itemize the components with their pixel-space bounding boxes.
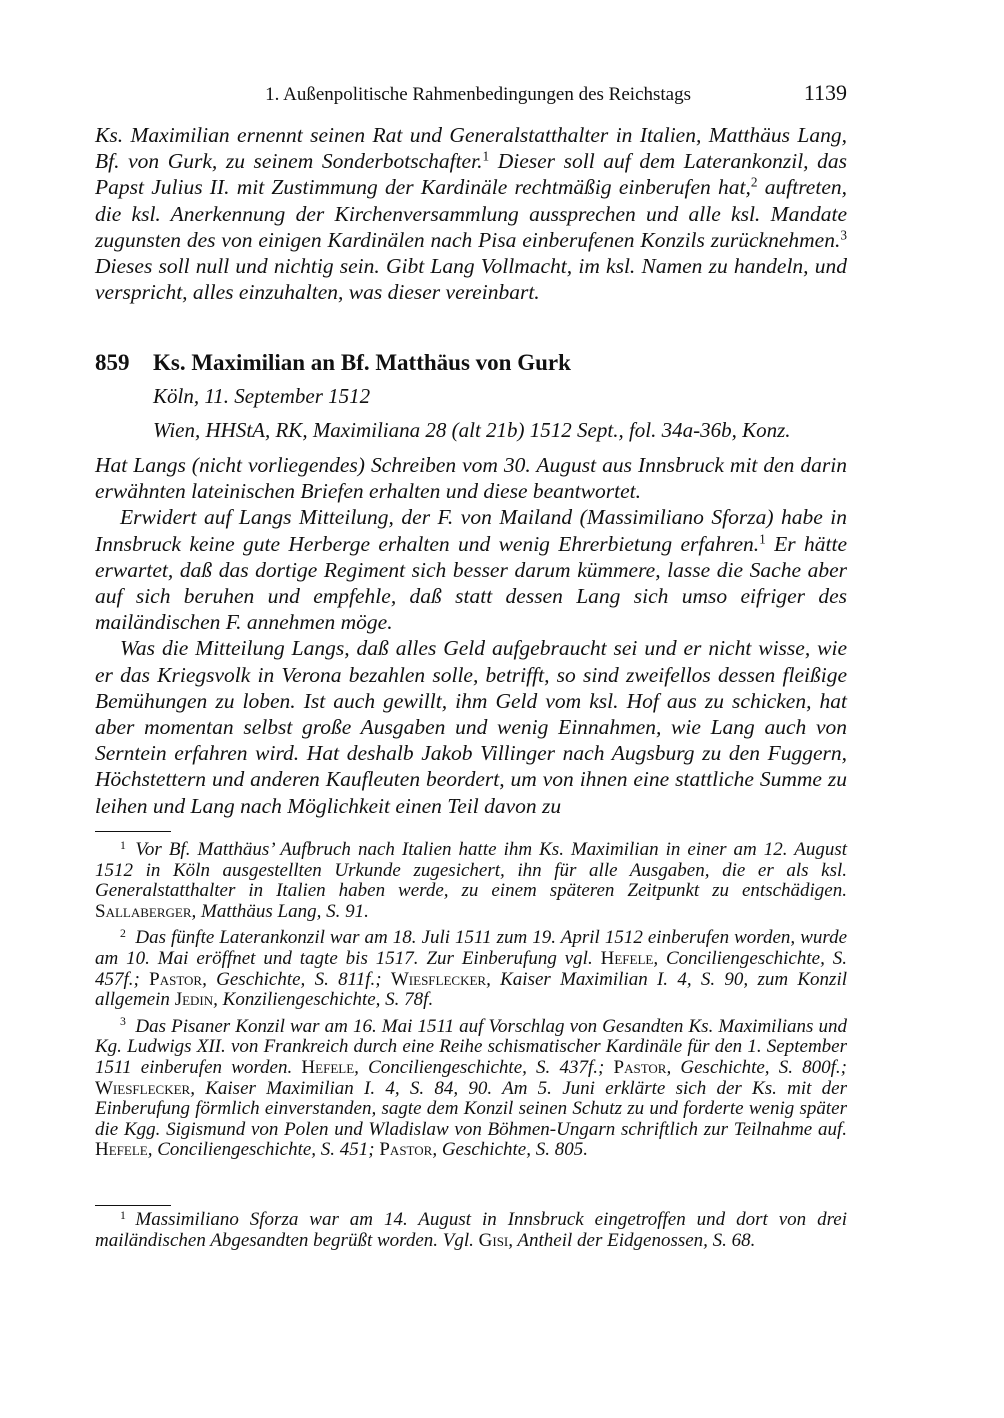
footnote-text: , Kaiser Maximilian I. 4, S. 90, zum Konzil allgemein <box>95 968 847 1011</box>
footnotes-numbered <box>95 840 847 1167</box>
author-name: Pastor <box>379 1139 433 1161</box>
footnote-text: Vor Bf. Matthäus’ Aufbruch nach Italien hatte ihm Ks. Maximilian in einer am 12. August 1512 in Köln ausgestellten Urkunde zugesichert, ihn für alle Ausgaben, die er als ksl. Generalstatthalter in Italien haben werde, zu einem späteren Zeitpunkt zu entschädigen. <box>95 839 847 902</box>
regest-main <box>95 452 847 819</box>
footnote-text: Das Pisaner Konzil war am 16. Mai 1511 auf Vorschlag von Gesandten Ks. Maximilians und Kg. Ludwigs XII. von Frankreich durch eine Reihe schismatischer Kardinäle für den 1. September 1511 einberufen worden. <box>95 1015 847 1078</box>
footnote-text: , Kaiser Maximilian I. 4, S. 84, 90. Am 5. Juni erklärte sich der Ks. mit der Einberufung förmlich einverstanden, sagte dem Konzil seinen Schutz zu und forderte wenig später die Kgg. Sigismund von Polen und Wladislaw von Böhmen-Ungarn schriftlich zur Teilnahme auf. <box>95 1077 847 1140</box>
footnote-text: Das fünfte Laterankonzil war am 18. Juli 1511 zum 19. April 1512 einberufen worden, wurde am 10. Mai eröffnet und tagte bis 1517. Zur Einberufung vgl. <box>95 927 847 969</box>
author-name: Wiesflecker <box>95 1077 191 1099</box>
regest-text: Erwidert auf Langs Mitteilung, der F. von Mailand (Massimiliano Sforza) habe in Innsbruck keine gute Herberge erhalten und wenig Ehrerbietung erfahren. <box>95 505 847 556</box>
document-source: Wien, HHStA, RK, Maximiliana 28 (alt 21b) 1512 Sept., fol. 34a-36b, Konz. <box>153 418 791 442</box>
footnote-ref: 3 <box>840 227 847 243</box>
regest-paragraph <box>95 504 847 635</box>
footnote: $^3$ Das Pisaner Konzil war am 16. Mai 1511 auf Vorschlag von Gesandten Ks. Maximilians und Kg. Ludwigs XII. von Frankreich durch eine Reihe schismatischer Kardinäle für den 1. September 1511 einberufen worden. Hefele, Conciliengeschichte, S. 437f.; Pastor, Geschichte, S. 800f.; Wiesflecker, Kaiser Maximilian I. 4, S. 84, 90. Am 5. Juni erklärte sich der Ks. mit der Einberufung förmlich einverstanden, sagte dem Konzil seinen Schutz zu und forderte wenig später die Kgg. Sigismund von Polen und Wladislaw von Böhmen-Ungarn schriftlich zur Teilnahme auf. Hefele, Conciliengeschichte, S. 451; Pastor, Geschichte, S. 805. <box>95 1015 848 1161</box>
footnote-text: , Geschichte, S. 800f.; <box>666 1056 848 1078</box>
footnote-text: , Geschichte, S. 811f.; <box>202 968 391 990</box>
page-number: 1139 <box>803 80 847 105</box>
regest-text: Er hätte erwartet, daß das dortige Regiment sich besser darum kümmere, lasse die Sache aber auf sich beruhen und empfehle, daß statt dessen Lang sich umso eifriger des mailändischen F. annehmen möge. <box>95 531 847 635</box>
footnote-text: , Conciliengeschichte, S. 437f.; <box>354 1056 614 1078</box>
author-name: Gisi <box>478 1229 509 1251</box>
author-name: Hefele <box>600 947 654 969</box>
footnote-text: , Conciliengeschichte, S. 451; <box>147 1139 380 1161</box>
running-head-title: 1. Außenpolitische Rahmenbedingungen des Reichstags <box>265 84 691 105</box>
regest-paragraph: Was die Mitteilung Langs, daß alles Geld aufgebraucht sei und er nicht wisse, wie er das Kriegsvolk in Verona bezahlen solle, betrifft, so sind zweifellos dessen fleißige Bemühungen zu loben. Ist auch gewillt, ihm Geld vom ksl. Hof aus zu schicken, hat aber momentan selbst große Ausgaben und wenig Einnahmen, wie Lang auch von Serntein erfahren wird. Hat deshalb Jakob Villinger nach Augsburg zu den Fuggern, Höchstettern und anderen Kaufleuten beordert, um von ihnen eine stattliche Summe zu leihen und Lang nach Möglichkeit einen Teil davon zu <box>95 636 847 818</box>
document-title: Ks. Maximilian an Bf. Matthäus von Gurk <box>153 350 571 375</box>
footnote: $^1$ Vor Bf. Matthäus’ Aufbruch nach Italien hatte ihm Ks. Maximilian in einer am 12. August 1512 in Köln ausgestellten Urkunde zugesichert, ihn für alle Ausgaben, die er als ksl. Generalstatthalter in Italien haben werde, zu einem späteren Zeitpunkt zu entschädigen. Sallaberger, Matthäus Lang, S. 91. <box>95 838 847 922</box>
regest-text: Dieses soll null und nichtig sein. Gibt Lang Vollmacht, im ksl. Namen zu handeln, und verspricht, alles einzuhalten, was dieser vereinbart. <box>95 254 847 305</box>
regest-text: auftreten, die ksl. Anerkennung der Kirchenversammlung aussprechen und alle ksl. Mandate zugunsten des von einigen Kardinälen nach Pisa einberufenen Konzils zurücknehmen. <box>95 175 847 252</box>
footnote-text: , Antheil der Eidgenossen, S. 68. <box>508 1229 756 1251</box>
footnote: $^2$ Das fünfte Laterankonzil war am 18. Juli 1511 zum 19. April 1512 einberufen worden, wurde am 10. Mai eröffnet und tagte bis 1517. Zur Einberufung vgl. Hefele, Conciliengeschichte, S. 457f.; Pastor, Geschichte, S. 811f.; Wiesflecker, Kaiser Maximilian I. 4, S. 90, zum Konzil allgemein Jedin, Konziliengeschichte, S. 78f. <box>95 926 847 1011</box>
footnotes-text <box>95 1210 847 1257</box>
document-place-date: Köln, 11. September 1512 <box>153 384 371 408</box>
footnote-text: , Conciliengeschichte, S. 457f.; <box>95 947 847 990</box>
author-name: Pastor <box>613 1056 667 1078</box>
author-name: Sallaberger <box>95 900 192 922</box>
document-number: 859 <box>95 350 130 375</box>
footnote-text: , Konziliengeschichte, S. 78f. <box>213 989 434 1011</box>
regest-text: Dieser soll auf dem Laterankonzil, das Papst Julius II. mit Zustimmung der Kardinäle rechtmäßig einberufen hat, <box>95 149 847 200</box>
author-name: Pastor <box>149 968 203 990</box>
regest-paragraph: Hat Langs (nicht vorliegendes) Schreiben vom 30. August aus Innsbruck mit den darin erwähnten lateinischen Briefen erhalten und diese beantwortet. <box>95 453 847 504</box>
footnote-ref: 1 <box>759 531 766 547</box>
footnote-text: , Matthäus Lang, S. 91. <box>191 900 369 922</box>
author-name: Jedin <box>174 989 214 1011</box>
author-name: Hefele <box>301 1056 355 1078</box>
footnote-ref: 2 <box>750 175 758 191</box>
footnote-divider <box>95 1205 171 1206</box>
author-name: Wiesflecker <box>390 968 487 990</box>
footnote-divider <box>95 831 171 832</box>
regest-text: Ks. Maximilian ernennt seinen Rat und Generalstatthalter in Italien, Matthäus Lang, Bf. von Gurk, zu seinem Sonderbotschafter. <box>95 123 847 174</box>
regest-previous-document <box>95 122 847 305</box>
footnote-ref: 1 <box>482 148 490 164</box>
footnote-text: , Geschichte, S. 805. <box>432 1139 588 1161</box>
running-head <box>95 80 847 110</box>
footnote: $^1$ Massimiliano Sforza war am 14. August in Innsbruck eingetroffen und dort von drei mailändischen Abgesandten begrüßt worden. Vgl. Gisi, Antheil der Eidgenossen, S. 68. <box>95 1208 847 1251</box>
author-name: Hefele <box>95 1139 148 1161</box>
document-heading <box>95 350 847 376</box>
footnote-text: Massimiliano Sforza war am 14. August in Innsbruck eingetroffen und dort von drei mailändischen Abgesandten begrüßt worden. Vgl. <box>95 1209 847 1251</box>
